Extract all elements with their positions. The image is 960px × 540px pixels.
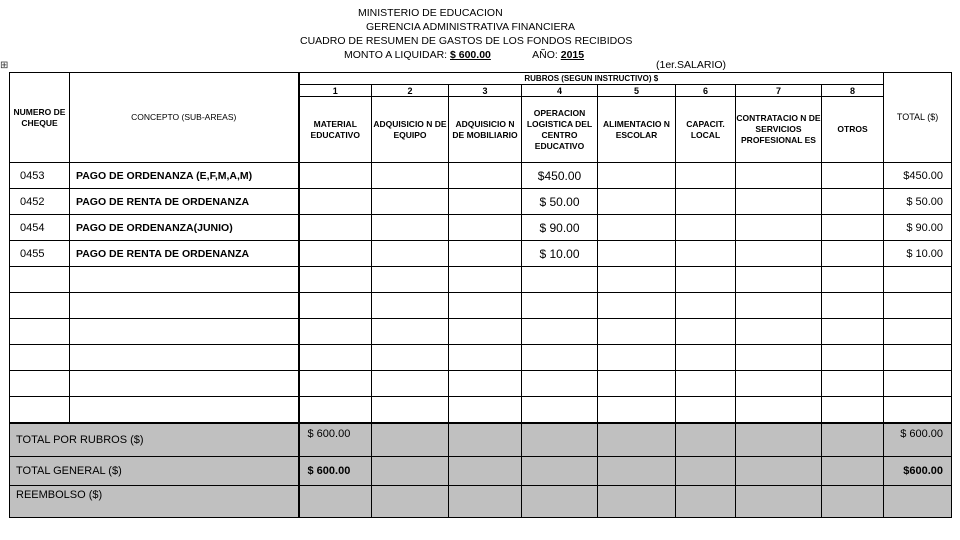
anio-value: 2015 [560,49,585,61]
concepto-cell: PAGO DE RENTA DE ORDENANZA [70,189,299,215]
total-rubros-value: $ 600.00 [299,423,372,457]
total-rubros-row [10,423,952,457]
cheque-cell: 0455 [10,241,70,267]
monto-label: MONTO A LIQUIDAR: [344,49,448,61]
rubro-name: MATERIAL EDUCATIVO [299,97,372,163]
total-general-value: $ 600.00 [299,457,372,486]
total-rubros-total: $ 600.00 [884,423,952,457]
rubro4-cell: $ 10.00 [522,241,598,267]
total-rubros-label: TOTAL POR RUBROS ($) [10,423,299,457]
table-row [10,241,952,267]
table-anchor-icon[interactable]: ⊞ [0,60,9,71]
rubro-name: OTROS [822,97,884,163]
summary-table [9,72,952,518]
rubro4-cell: $450.00 [522,163,598,189]
salario-note: (1er.SALARIO) [656,59,727,71]
rubro-name: CAPACIT. LOCAL [676,97,736,163]
cuadro-title: CUADRO DE RESUMEN DE GASTOS DE LOS FONDOS RECIBIDOS [300,35,633,47]
cheque-cell: 0452 [10,189,70,215]
col-numero-header: NUMERO DE CHEQUE [10,73,70,163]
concepto-cell: PAGO DE RENTA DE ORDENANZA [70,241,299,267]
rubro-number: 3 [449,85,522,97]
empty-row [10,397,952,424]
total-cell: $450.00 [884,163,952,189]
ministry-title: MINISTERIO DE EDUCACION [358,7,503,19]
rubro-number: 8 [822,85,884,97]
empty-row [10,293,952,319]
empty-row [10,371,952,397]
rubros-header: RUBROS (SEGUN INSTRUCTIVO) $ [299,73,884,85]
rubro4-cell: $ 50.00 [522,189,598,215]
concepto-cell: PAGO DE ORDENANZA (E,F,M,A,M) [70,163,299,189]
table-row [10,215,952,241]
cheque-cell: 0454 [10,215,70,241]
table-row [10,189,952,215]
rubro4-cell: $ 90.00 [522,215,598,241]
rubro-number: 2 [372,85,449,97]
table-row [10,163,952,189]
monto-value: $ 600.00 [450,49,491,61]
total-general-row [10,457,952,486]
rubro-name: ALIMENTACIO N ESCOLAR [598,97,676,163]
rubro-number: 5 [598,85,676,97]
rubro-name: ADQUISICIO N DE EQUIPO [372,97,449,163]
anio-label: AÑO: [532,49,558,61]
cheque-cell: 0453 [10,163,70,189]
total-cell: $ 90.00 [884,215,952,241]
rubro-name: OPERACION LOGISTICA DEL CENTRO EDUCATIVO [522,97,598,163]
total-cell: $ 50.00 [884,189,952,215]
total-general-total: $600.00 [884,457,952,486]
col-concepto-header: CONCEPTO (SUB-AREAS) [70,73,299,163]
total-cell: $ 10.00 [884,241,952,267]
rubro-name: ADQUISICIO N DE MOBILIARIO [449,97,522,163]
reembolso-label: REEMBOLSO ($) [10,486,299,518]
reembolso-row [10,486,952,518]
col-total-header: TOTAL ($) [884,73,952,163]
rubro-number: 1 [299,85,372,97]
rubro-number: 4 [522,85,598,97]
empty-row [10,345,952,371]
rubro-number: 7 [736,85,822,97]
gerencia-title: GERENCIA ADMINISTRATIVA FINANCIERA [366,21,576,33]
concepto-cell: PAGO DE ORDENANZA(JUNIO) [70,215,299,241]
empty-row [10,267,952,293]
rubro-number: 6 [676,85,736,97]
total-general-label: TOTAL GENERAL ($) [10,457,299,486]
document-header [300,6,720,62]
empty-row [10,319,952,345]
rubro-name: CONTRATACIO N DE SERVICIOS PROFESIONAL ES [736,97,822,163]
